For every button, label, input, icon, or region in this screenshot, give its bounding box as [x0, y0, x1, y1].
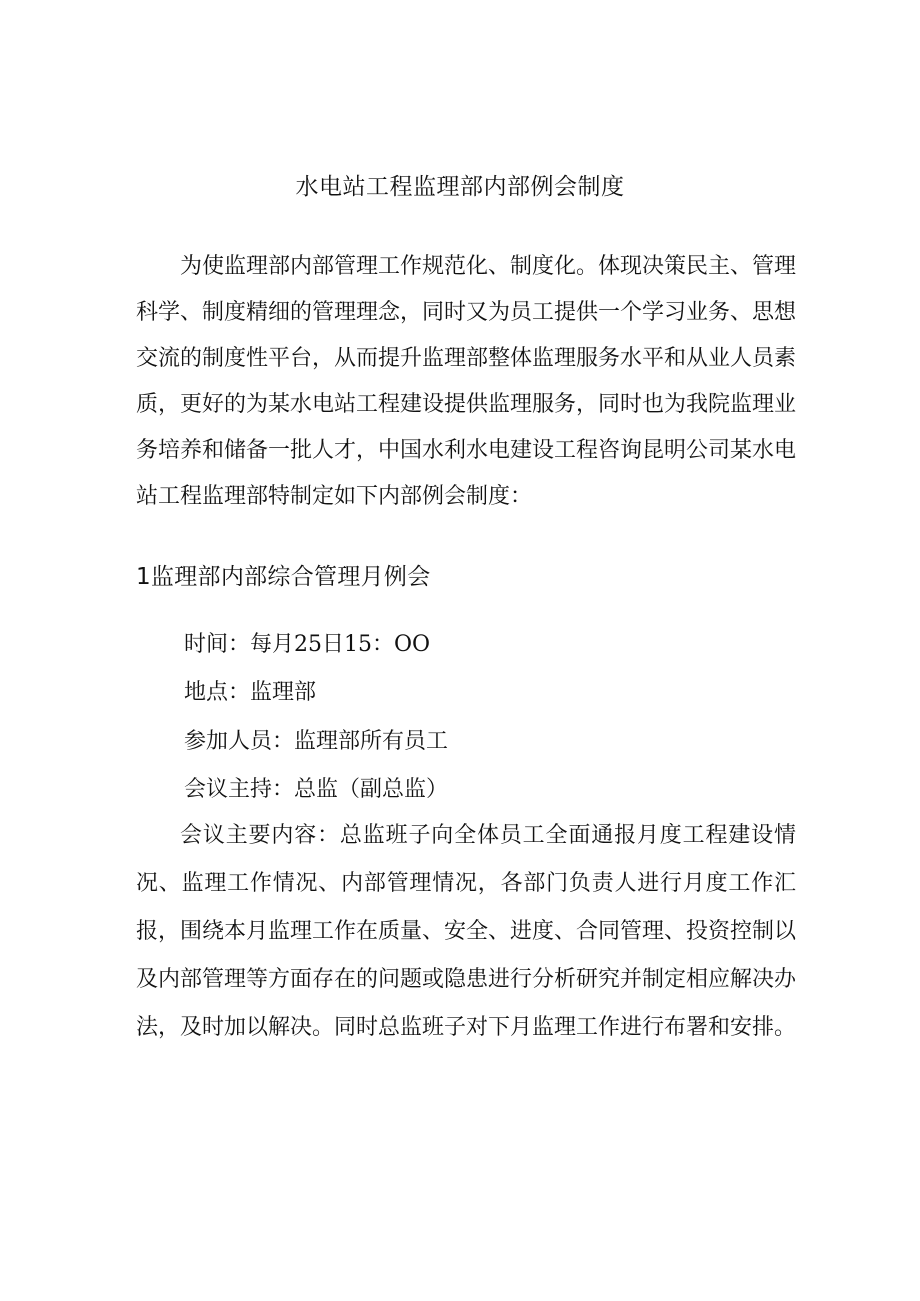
meeting-time: 时间：每月25日15：OO: [184, 632, 431, 657]
document-title: 水电站工程监理部内部例会制度: [295, 174, 625, 200]
meeting-host: 会议主持：总监（副总监）: [184, 777, 449, 802]
meeting-location: 地点：监理部: [184, 680, 317, 705]
intro-paragraph: 为使监理部内部管理工作规范化、制度化。体现决策民主、管理科学、制度精细的管理理念，同时又为员工提供一个学习业务、思想交流的制度性平台，从而提升监理部整体监理服务水平和从业人员素质，更好的为某水电站工程建设提供监理服务，同时也为我院监理业务培养和储备一批人才，中国水利水电建设工程咨询昆明公司某水电站工程监理部特制定如下内部例会制度：: [136, 254, 797, 509]
section-heading: 1监理部内部综合管理月例会: [136, 564, 431, 590]
meeting-content-paragraph: 会议主要内容：总监班子向全体员工全面通报月度工程建设情况、监理工作情况、内部管理情况，各部门负责人进行月度工作汇报，围绕本月监理工作在质量、安全、进度、合同管理、投资控制以及内部管理等方面存在的问题或隐患进行分析研究并制定相应解决办法，及时加以解决。同时总监班子对下月监理工作进行布署和安排。: [136, 823, 797, 1040]
meeting-participants: 参加人员：监理部所有员工: [184, 729, 449, 754]
